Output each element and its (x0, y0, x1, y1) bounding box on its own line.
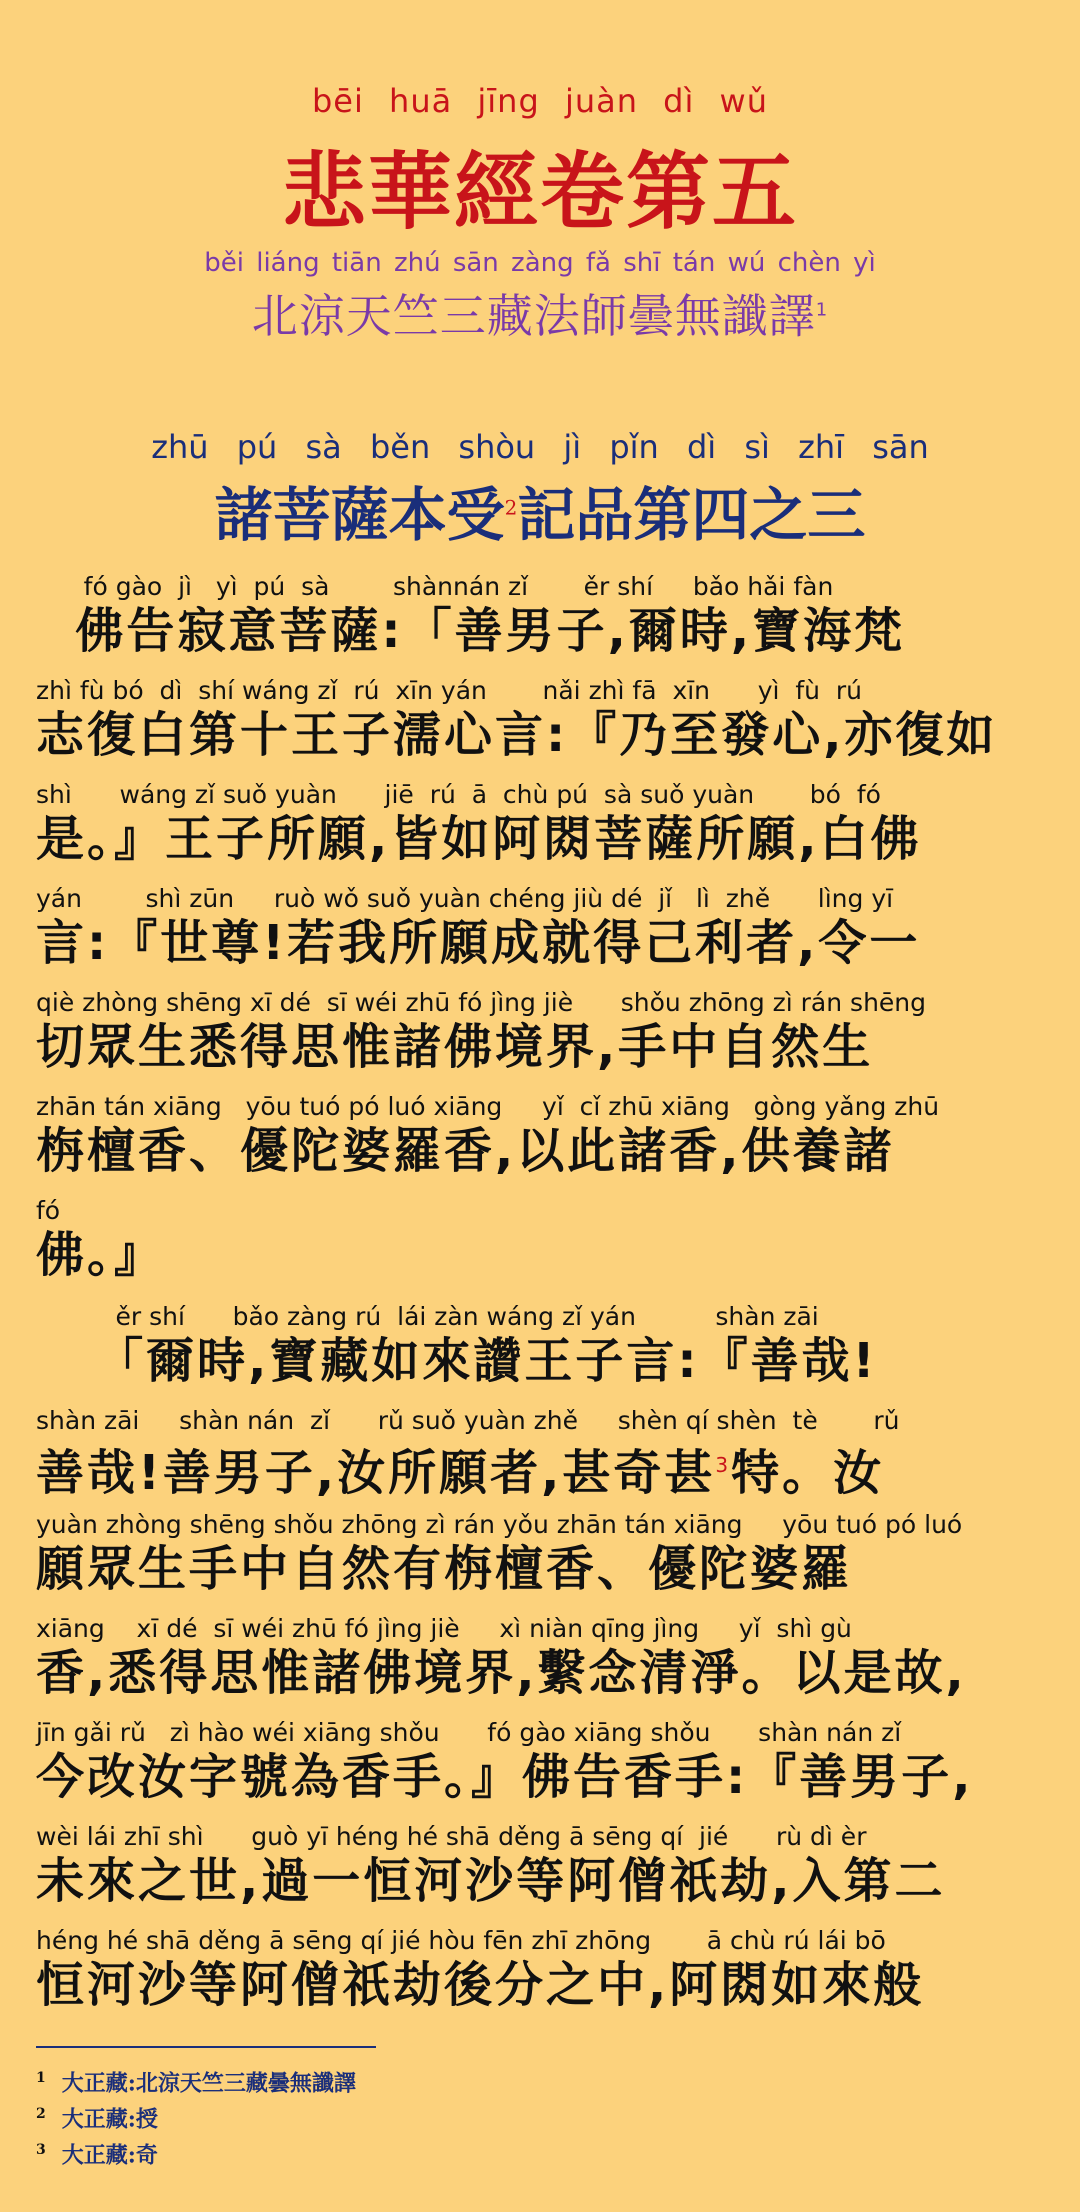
line-text-main: 切眾生悉得思惟諸佛境界,手中自然生 (36, 1019, 874, 1075)
line-pinyin: jīn gǎi rǔ zì hào wéi xiāng shǒu fó gào xiāng shǒu shàn nán zǐ (36, 1718, 902, 1747)
line-pinyin: qiè zhòng shēng xī dé sī wéi zhū fó jìng jiè shǒu zhōng zì rán shēng (36, 988, 927, 1017)
text-line (36, 1196, 1046, 1284)
footnote-item (36, 2096, 1036, 2132)
footnote-ref-1: 1 (815, 299, 829, 321)
line-text (36, 914, 1046, 972)
line-text-main: 恒河沙等阿僧祇劫後分之中,阿閦如來般 (36, 1957, 925, 2013)
line-pinyin: fó gào jì yì pú sà shànnán zǐ ěr shí bǎo hǎi fàn (36, 572, 834, 601)
line-text-main: 願眾生手中自然有栴檀香、優陀婆羅 (36, 1541, 853, 1597)
footnote-number: 2 (36, 2106, 46, 2122)
text-line (36, 1406, 1046, 1501)
footnote-number: 3 (36, 2142, 46, 2158)
line-text-main: 栴檀香、優陀婆羅香,以此諸香,供養諸 (36, 1123, 895, 1179)
line-text-after-note: 特。汝 (731, 1445, 885, 1501)
text-line (36, 1926, 1046, 2014)
footnote-text: 大正藏:奇 (61, 2142, 158, 2169)
text-line (36, 1614, 1046, 1702)
line-text (36, 1122, 1046, 1180)
line-text (36, 1956, 1046, 2014)
text-line (36, 1822, 1046, 1910)
text-line (36, 1302, 1046, 1390)
sutra-title: 悲華經卷第五 (281, 142, 798, 241)
line-pinyin: shàn zāi shàn nán zǐ rǔ suǒ yuàn zhě shèn qí shèn tè rǔ (36, 1406, 900, 1435)
footnotes (36, 2046, 1036, 2168)
line-pinyin: ěr shí bǎo zàng rú lái zàn wáng zǐ yán shàn zāi (36, 1302, 819, 1331)
line-pinyin: yuàn zhòng shēng shǒu zhōng zì rán yǒu zhān tán xiāng yōu tuó pó luó (36, 1510, 963, 1539)
chapter-title-part-a: 諸菩薩本受 (214, 481, 505, 549)
text-line (36, 1510, 1046, 1598)
translator-line (0, 280, 1080, 346)
line-pinyin: zhì fù bó dì shí wáng zǐ rú xīn yán nǎi zhì fā xīn yì fù rú (36, 676, 863, 705)
text-line (36, 1718, 1046, 1806)
footnote-divider (36, 2046, 376, 2048)
line-text (36, 1748, 1046, 1806)
line-text (36, 1436, 1046, 1501)
footnote-text: 大正藏:授 (61, 2106, 158, 2133)
translator-pinyin: běi liáng tiān zhú sān zàng fǎ shī tán wú chèn yì (204, 248, 876, 278)
line-pinyin: zhān tán xiāng yōu tuó pó luó xiāng yǐ cǐ zhū xiāng gòng yǎng zhū (36, 1092, 940, 1121)
footnote-item (36, 2060, 1036, 2096)
line-text (36, 602, 1046, 660)
line-pinyin: héng hé shā děng ā sēng qí jié hòu fēn zhī zhōng ā chù rú lái bō (36, 1926, 886, 1955)
line-text (36, 706, 1046, 764)
text-line (36, 780, 1046, 868)
line-text-main: 「爾時,寶藏如來讚王子言:『善哉! (36, 1333, 878, 1389)
text-line (36, 988, 1046, 1076)
footnote-ref-3: 3 (715, 1453, 732, 1477)
line-text (36, 810, 1046, 868)
line-pinyin: wèi lái zhī shì guò yī héng hé shā děng ā sēng qí jié rù dì èr (36, 1822, 867, 1851)
translator-text: 北涼天竺三藏法師曇無讖譯 (251, 289, 816, 343)
line-text (36, 1332, 1046, 1390)
line-pinyin: shì wáng zǐ suǒ yuàn jiē rú ā chù pú sà suǒ yuàn bó fó (36, 780, 881, 809)
text-line (36, 572, 1046, 660)
footnote-number: 1 (36, 2070, 46, 2086)
line-text (36, 1018, 1046, 1076)
line-text (36, 1852, 1046, 1910)
line-text-main: 香,悉得思惟諸佛境界,繫念清淨。以是故, (36, 1645, 967, 1701)
line-pinyin: fó (36, 1196, 61, 1225)
text-line (36, 884, 1046, 972)
line-text-main: 佛告寂意菩薩:「善男子,爾時,寶海梵 (36, 603, 906, 659)
text-line (36, 1092, 1046, 1180)
line-text (36, 1644, 1046, 1702)
footnote-item (36, 2132, 1036, 2168)
chapter-title-part-b: 記品第四之三 (517, 481, 866, 549)
line-pinyin: yán shì zūn ruò wǒ suǒ yuàn chéng jiù dé jǐ lì zhě lìng yī (36, 884, 894, 913)
line-pinyin: xiāng xī dé sī wéi zhū fó jìng jiè xì niàn qīng jìng yǐ shì gù (36, 1614, 852, 1643)
chapter-title (0, 468, 1080, 552)
line-text-main: 志復白第十王子濡心言:『乃至發心,亦復如 (36, 707, 998, 763)
chapter-pinyin: zhū pú sà běn shòu jì pǐn dì sì zhī sān (151, 428, 929, 466)
line-text-main: 未來之世,過一恒河沙等阿僧祇劫,入第二 (36, 1853, 946, 1909)
text-line (36, 676, 1046, 764)
line-text-main: 是。』王子所願,皆如阿閦菩薩所願,白佛 (36, 811, 922, 867)
footnote-ref-2: 2 (504, 495, 518, 520)
footnote-text: 大正藏:北涼天竺三藏曇無讖譯 (61, 2070, 356, 2097)
line-text-main: 今改汝字號為香手。』佛告香手:『善男子, (36, 1749, 974, 1805)
line-text-main: 言:『世尊!若我所願成就得己利者,令一 (36, 915, 921, 971)
line-text (36, 1540, 1046, 1598)
line-text-main: 善哉!善男子,汝所願者,甚奇甚 (36, 1445, 716, 1501)
footnote-list (36, 2060, 1036, 2168)
title-pinyin: bēi huā jīng juàn dì wǔ (311, 82, 768, 120)
line-text-main: 佛。』 (36, 1227, 166, 1283)
line-text (36, 1226, 1046, 1284)
